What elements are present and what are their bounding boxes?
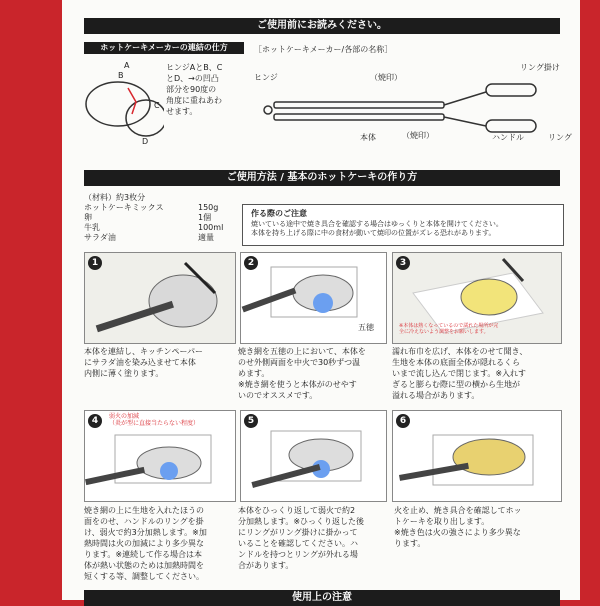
step3-badge: 3 [396,256,410,270]
step1-photo [84,252,236,344]
caution-box [242,204,564,246]
step6-photo [392,410,562,502]
step5-text: 本体をひっくり返して弱火で約2 分加熱します。※ひっくり返した後 にリングがリング掛けに掛かって いることを確認してください。ハ ンドルを持つとリングが外れる場 合があります。 [238,506,365,570]
step5-badge: 5 [244,414,258,428]
step6-text: 火を止め、焼き具合を確認してホッ トケーキを取り出します。 ※焼き色は火の強さにより多少異な ります。 [394,506,522,548]
connect-desc: ヒンジAとB、C とD、→の凹凸 部分を90度の 角度に重ねあわ せます。 [166,63,223,116]
parts-mark1: （焼印） [370,73,402,82]
label-a: A [124,61,130,70]
step4-badge: 4 [88,414,102,428]
step2-badge: 2 [244,256,258,270]
header-bottom: 使用上の注意 [84,590,560,606]
step4-note: 弱火の加減 （炎が型に直接当たらない程度） [109,413,200,427]
connect-diagram [84,58,164,148]
instruction-panel [62,0,580,603]
parts-title: ［ホットケーキメーカー/各部の名称］ [254,45,393,54]
caution-text: 焼いている途中で焼き具合を確認する場合はゆっくりと本体を開けてください。 本体を持ち上げる際に中の食材が動いて焼印の位置がズレる恐れがあります。 [251,220,503,237]
parts-handle: ハンドル [492,133,524,142]
ingredient-row: サラダ油 適量 [84,233,214,242]
step6-badge: 6 [396,414,410,428]
ingredient-row: ホットケーキミックス 150g [84,203,219,212]
step4-text: 焼き網の上に生地を入れたほうの 面をのせ、ハンドルのリングを掛 け、弱火で約3分加熱します。※加 熱時間は火の加減により多少異な ります。※連続して作る場合は本 体が熱い状態のためは加熱時間を 短くする等、調整してください。 [84,506,207,581]
parts-body: 本体 [360,133,376,142]
ingredients-table [84,203,227,243]
step4-photo [84,410,236,502]
parts-hinge: ヒンジ [254,73,278,82]
parts-mark2: （焼印） [402,131,434,140]
ingredient-row: 卵 1個 [84,213,212,222]
parts-ring-hook: リング掛け [520,63,560,72]
caution-title: 作る際のご注意 [251,209,307,218]
header-top: ご使用前にお読みください。 [84,18,560,34]
ingredient-row: 牛乳 100ml [84,223,224,232]
connect-section [84,40,244,150]
step3-note: ※本体は熱くなっているので濡れた場所が完 全に冷えないよう調整をお願いします。 [399,323,499,335]
parts-section [252,40,572,150]
label-c: C [154,101,160,110]
parts-ring: リング [548,133,572,142]
label-b: B [118,71,124,80]
connect-title: ホットケーキメーカーの連結の仕方 [84,42,244,54]
step3-photo [392,252,562,344]
label-d: D [142,137,149,146]
header-usage: ご使用方法 / 基本のホットケーキの作り方 [84,170,560,186]
step5-photo [240,410,387,502]
step3-text: 濡れ布巾を広げ、本体をのせて聞き、 生地を本体の底面全体が隠れるくら いまで流し込んで閉じます。※入れす ぎると膨らむ際に型の横から生地が 溢れる場合があります。 [392,347,528,400]
ingredients-title: （材料）約3枚分 [84,193,146,202]
step1-badge: 1 [88,256,102,270]
step2-text: 焼き網を五徳の上において、本体を のせ外側両面を中火で30秒ずつ温 めます。 ※焼き網を使うと本体がのせやす いのでオススメです。 [238,347,366,400]
step2-label: 五徳 [358,323,374,332]
step1-text: 本体を連結し、キッチンペーパー にサラダ油を染み込ませて本体 内側に薄く塗ります。 [84,347,204,378]
